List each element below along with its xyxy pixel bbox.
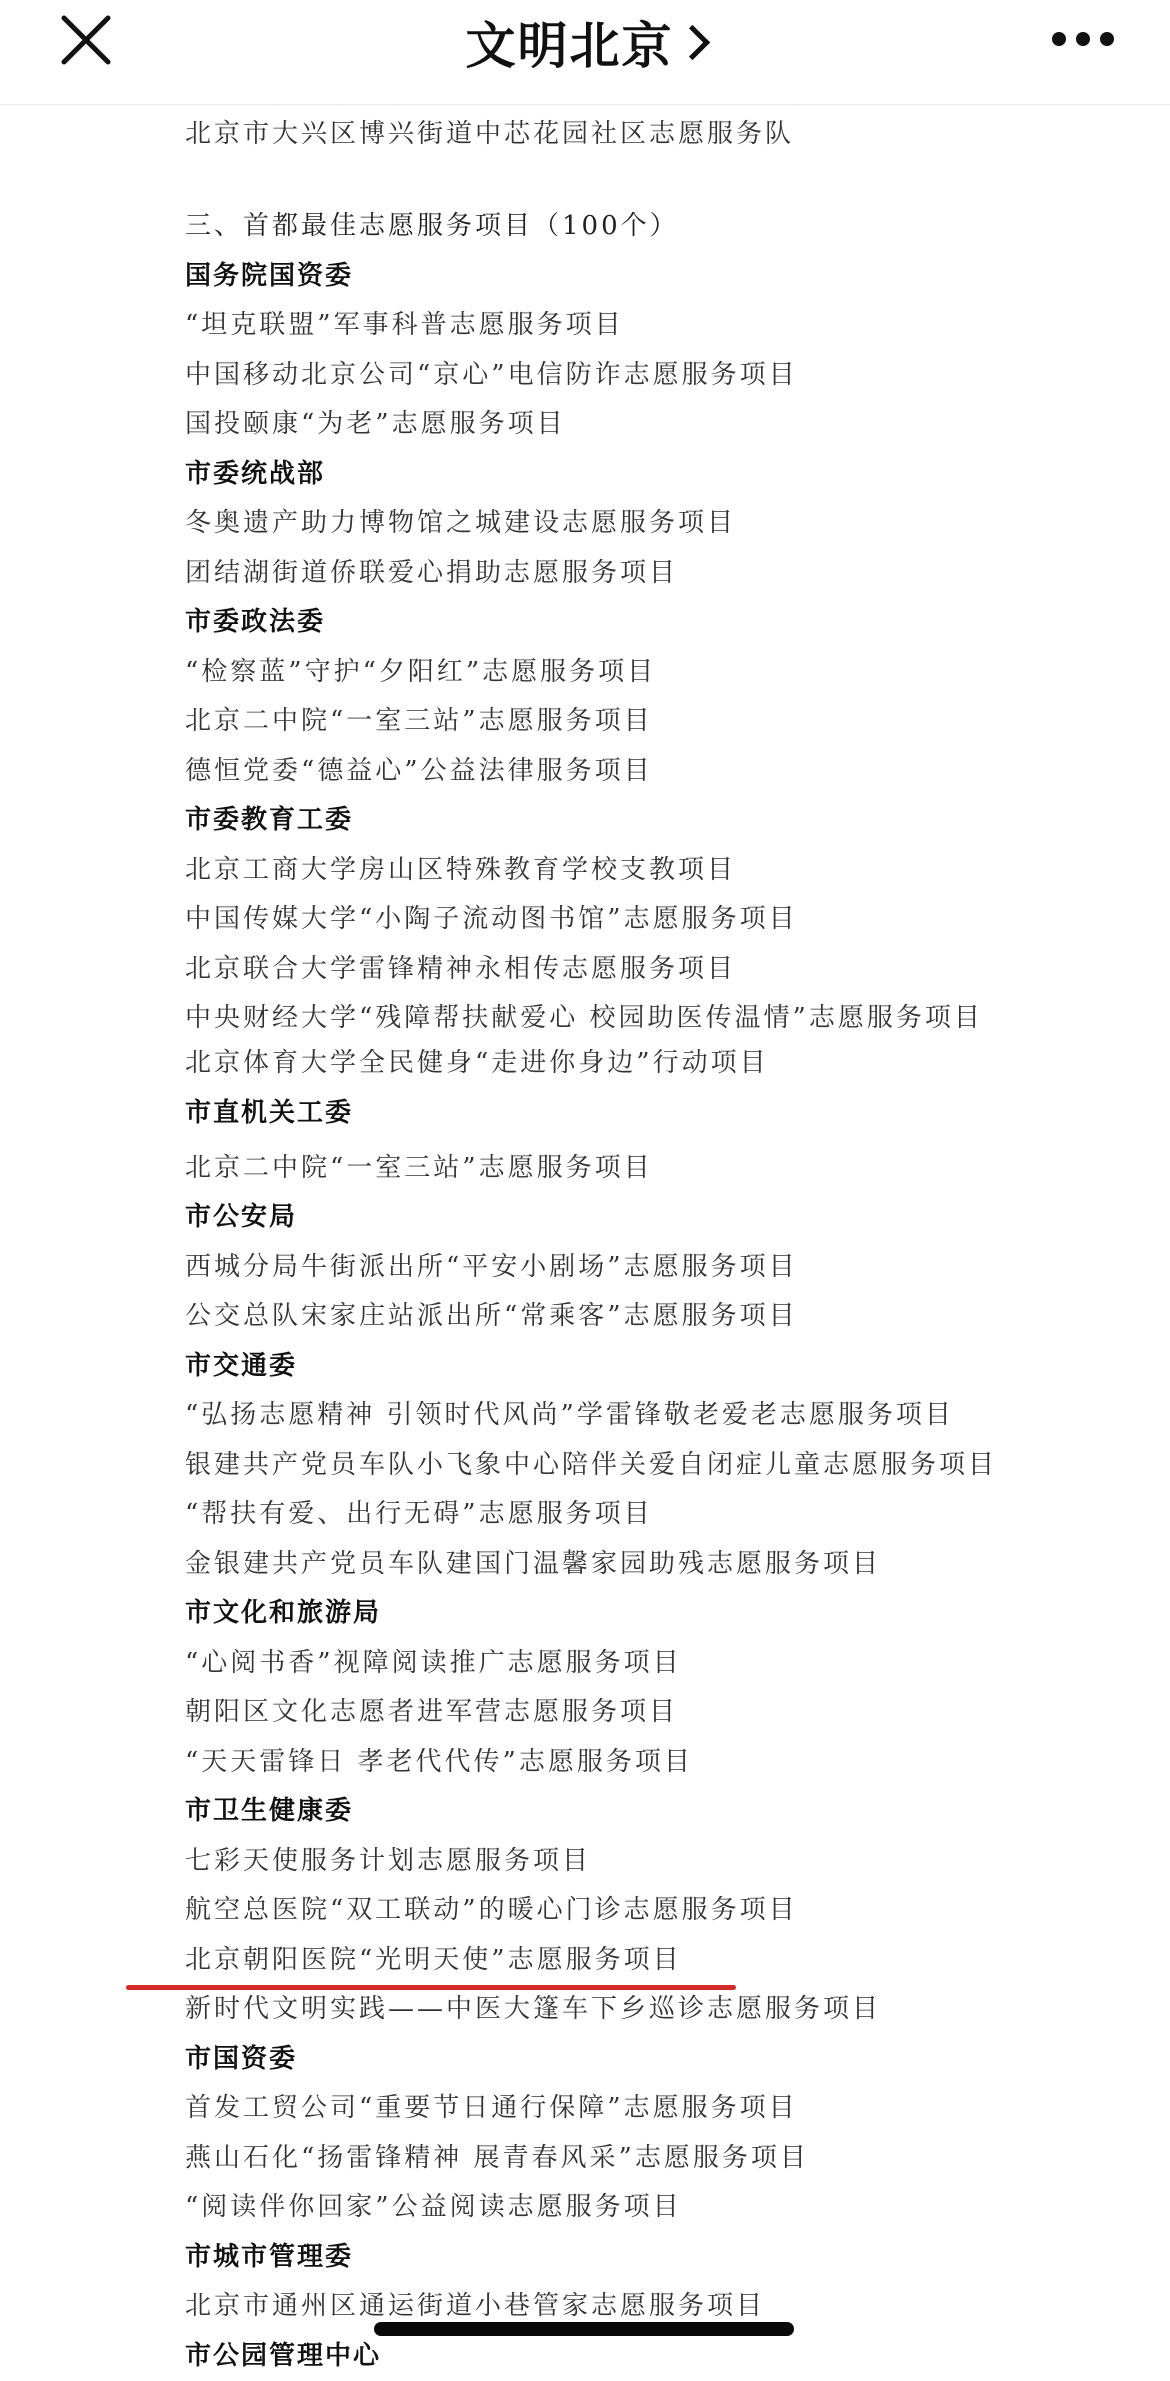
top-nav-bar [0, 0, 1170, 105]
list-item: 朝阳区文化志愿者进军营志愿服务项目 [185, 1688, 1145, 1738]
list-item: “帮扶有爱、出行无碍”志愿服务项目 [185, 1490, 1145, 1540]
category-heading: 市城市管理委 [185, 2233, 1145, 2283]
list-item: 首发工贸公司“重要节日通行保障”志愿服务项目 [185, 2084, 1145, 2134]
list-item: “坦克联盟”军事科普志愿服务项目 [185, 301, 1145, 351]
list-item: 团结湖街道侨联爱心捐助志愿服务项目 [185, 549, 1145, 599]
category-heading: 市公安局 [185, 1193, 1145, 1243]
list-item [185, 159, 1145, 202]
list-item: 北京市大兴区博兴街道中芯花园社区志愿服务队 [185, 110, 1145, 160]
list-item: 北京二中院“一室三站”志愿服务项目 [185, 1144, 1145, 1194]
list-item: 北京工商大学房山区特殊教育学校支教项目 [185, 846, 1145, 896]
list-item: 中国移动北京公司“京心”电信防诈志愿服务项目 [185, 351, 1145, 401]
list-item: 七彩天使服务计划志愿服务项目 [185, 1837, 1145, 1887]
highlighted-list-item: 北京朝阳医院“光明天使”志愿服务项目 [185, 1936, 1145, 1986]
home-indicator[interactable] [374, 2322, 794, 2336]
list-item: 金银建共产党员车队建国门温馨家园助残志愿服务项目 [185, 1540, 1145, 1590]
category-heading: 市直机关工委 [185, 1082, 1145, 1144]
category-heading: 市交通委 [185, 1342, 1145, 1392]
list-item: 德恒党委“德益心”公益法律服务项目 [185, 747, 1145, 797]
section-title: 三、首都最佳志愿服务项目（100个） [185, 202, 1145, 252]
list-item: 银建共产党员车队小飞象中心陪伴关爱自闭症儿童志愿服务项目 [185, 1441, 1145, 1491]
chevron-right-icon [674, 25, 709, 60]
category-heading: 市国资委 [185, 2035, 1145, 2085]
category-heading: 市卫生健康委 [185, 1787, 1145, 1837]
list-item: “心阅书香”视障阅读推广志愿服务项目 [185, 1639, 1145, 1689]
category-heading: 市委政法委 [185, 598, 1145, 648]
category-heading: 市文化和旅游局 [185, 1589, 1145, 1639]
list-item: 冬奥遗产助力博物馆之城建设志愿服务项目 [185, 499, 1145, 549]
category-heading: 市委统战部 [185, 450, 1145, 500]
list-item: 西城分局牛街派出所“平安小剧场”志愿服务项目 [185, 1243, 1145, 1293]
list-item: 燕山石化“扬雷锋精神 展青春风采”志愿服务项目 [185, 2134, 1145, 2184]
list-item: 新时代文明实践——中医大篷车下乡巡诊志愿服务项目 [185, 1985, 1145, 2035]
list-item: 航空总医院“双工联动”的暖心门诊志愿服务项目 [185, 1886, 1145, 1936]
account-title: 文明北京 [466, 17, 674, 75]
list-item: “阅读伴你回家”公益阅读志愿服务项目 [185, 2183, 1145, 2233]
article-body [185, 60, 1145, 2381]
account-title-link[interactable] [0, 6, 1170, 78]
list-item: “检察蓝”守护“夕阳红”志愿服务项目 [185, 648, 1145, 698]
category-heading: 国务院国资委 [185, 252, 1145, 302]
list-item: “天天雷锋日 孝老代代传”志愿服务项目 [185, 1738, 1145, 1788]
list-item: 中国传媒大学“小陶子流动图书馆”志愿服务项目 [185, 895, 1145, 945]
list-item: 公交总队宋家庄站派出所“常乘客”志愿服务项目 [185, 1292, 1145, 1342]
list-item: 中央财经大学“残障帮扶献爱心 校园助医传温情”志愿服务项目 [185, 994, 1145, 1044]
more-dots-icon[interactable] [1052, 28, 1114, 50]
list-item: 北京二中院“一室三站”志愿服务项目 [185, 697, 1145, 747]
list-item: 国投颐康“为老”志愿服务项目 [185, 400, 1145, 450]
list-item: 北京市通州区通运街道小巷管家志愿服务项目 [185, 2282, 1145, 2332]
category-heading: 市公园管理中心 [185, 2332, 1145, 2381]
red-highlight-underline [126, 1985, 736, 1990]
category-heading: 市委教育工委 [185, 796, 1145, 846]
list-item: 北京体育大学全民健身“走进你身边”行动项目 [185, 1044, 1145, 1082]
list-item: “弘扬志愿精神 引领时代风尚”学雷锋敬老爱老志愿服务项目 [185, 1391, 1145, 1441]
list-item: 北京联合大学雷锋精神永相传志愿服务项目 [185, 945, 1145, 995]
